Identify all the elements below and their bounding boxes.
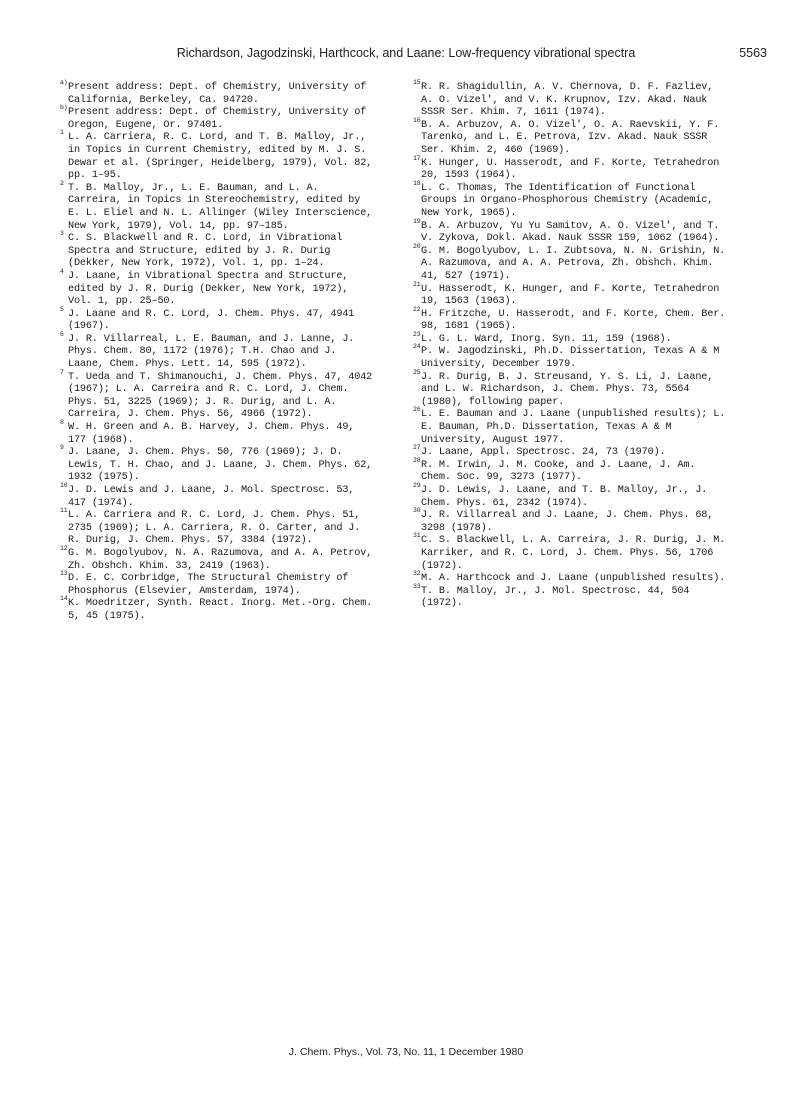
- reference-marker: 10: [60, 482, 68, 489]
- reference-item: [413, 570, 731, 586]
- reference-text: U. Hasserodt, K. Hunger, and F. Korte, Tetrahedron 19, 1563 (1963).: [421, 283, 720, 308]
- reference-item: [413, 444, 731, 460]
- reference-text: K. Hunger, U. Hasserodt, and F. Korte, Tetrahedron 20, 1593 (1964).: [421, 157, 720, 182]
- reference-item: [413, 179, 731, 221]
- reference-item: [413, 482, 731, 510]
- reference-item: [60, 570, 378, 598]
- reference-item: [60, 305, 378, 334]
- reference-item: [413, 456, 731, 485]
- reference-text: L. G. L. Ward, Inorg. Syn. 11, 159 (1968).: [421, 333, 672, 345]
- reference-marker: 3: [60, 230, 64, 238]
- reference-item: [413, 406, 731, 447]
- reference-text: Present address: Dept. of Chemistry, University of Oregon, Eugene, Or. 97401.: [68, 107, 367, 131]
- reference-item: [60, 330, 378, 372]
- reference-item: [60, 104, 378, 132]
- reference-item: [413, 280, 731, 309]
- reference-text: L. E. Bauman and J. Laane (unpublished results); L. E. Bauman, Ph.D. Dissertation, Texas A & M University, August 1977.: [421, 409, 726, 446]
- reference-text: J. Laane, in Vibrational Spectra and Structure, edited by J. R. Durig (Dekker, New York, 1972), Vol. 1, pp. 25–50.: [68, 270, 349, 308]
- reference-item: [60, 230, 378, 271]
- reference-item: [60, 368, 378, 422]
- reference-text: J. R. Villarreal and J. Laane, J. Chem. Phys. 68, 3298 (1978).: [421, 510, 714, 534]
- journal-footer: J. Chem. Phys., Vol. 73, No. 11, 1 December 1980: [288, 1046, 524, 1058]
- reference-marker: 25: [413, 368, 421, 376]
- reference-text: C. S. Blackwell and R. C. Lord, in Vibrational Spectra and Structure, edited by J. R. Durig (Dekker, New York, 1972), Vol. 1, pp. 1–24.: [68, 233, 343, 270]
- reference-item: [60, 544, 378, 573]
- reference-item: [413, 217, 731, 246]
- reference-item: [413, 154, 731, 183]
- reference-item: [413, 532, 731, 573]
- reference-marker: 17: [413, 154, 421, 162]
- reference-marker: 16: [413, 116, 421, 124]
- reference-marker: 4: [60, 267, 64, 275]
- reference-item: [413, 305, 731, 334]
- reference-item: [413, 242, 731, 284]
- reference-text: J. D. Lewis, J. Laane, and T. B. Malloy, Jr., J. Chem. Phys. 61, 2342 (1974).: [421, 485, 708, 509]
- reference-text: Present address: Dept. of Chemistry, University of California, Berkeley, Ca. 94720.: [68, 82, 367, 106]
- reference-text: T. B. Malloy, Jr., J. Mol. Spectrosc. 44, 504 (1972).: [421, 585, 690, 610]
- reference-marker: 19: [413, 217, 421, 225]
- reference-text: L. A. Carriera, R. C. Lord, and T. B. Malloy, Jr., in Topics in Current Chemistry, edited by M. J. S. Dewar et al. (Springer, Heidelberg, 1979), Vol. 82, pp. 1–95.: [68, 132, 373, 182]
- reference-marker: a): [60, 79, 68, 86]
- reference-item: [413, 368, 731, 410]
- reference-item: [60, 179, 378, 233]
- reference-text: J. R. Durig, B. J. Streusand, Y. S. Li, J. Laane, and L. W. Richardson, J. Chem. Phys. 73, 5564 (1980), following paper.: [421, 371, 714, 408]
- reference-marker: 23: [413, 330, 421, 338]
- reference-text: K. Moedritzer, Synth. React. Inorg. Met.-Org. Chem. 5, 45 (1975).: [68, 598, 373, 622]
- reference-marker: 24: [413, 343, 421, 351]
- reference-item: [413, 582, 731, 611]
- reference-item: [60, 507, 378, 548]
- reference-text: J. D. Lewis and J. Laane, J. Mol. Spectrosc. 53, 417 (1974).: [68, 485, 355, 509]
- reference-text: P. W. Jagodzinski, Ph.D. Dissertation, Texas A & M University, December 1979.: [421, 346, 720, 371]
- references-left-column: [60, 79, 378, 624]
- reference-marker: 11: [60, 507, 68, 515]
- reference-marker: 31: [413, 532, 421, 540]
- reference-marker: 27: [413, 444, 421, 452]
- reference-marker: 32: [413, 570, 421, 578]
- reference-text: C. S. Blackwell, L. A. Carreira, J. R. Durig, J. M. Karriker, and R. C. Lord, J. Chem. Phys. 56, 1706 (1972).: [421, 535, 726, 572]
- references-right-column: [413, 79, 731, 611]
- reference-text: G. M. Bogolyubov, L. I. Zubtsova, N. N. Grishin, N. A. Razumova, and A. A. Petrova, Zh. Obshch. Khim. 41, 527 (1971).: [421, 245, 726, 282]
- reference-item: [413, 116, 731, 158]
- reference-item: [60, 267, 378, 309]
- reference-item: [60, 419, 378, 447]
- reference-text: M. A. Harthcock and J. Laane (unpublished results).: [421, 573, 726, 585]
- reference-marker: 29: [413, 482, 421, 489]
- reference-text: G. M. Bogolyubov, N. A. Razumova, and A. A. Petrov, Zh. Obshch. Khim. 33, 2419 (1963).: [68, 547, 373, 572]
- reference-text: L. C. Thomas, The Identification of Functional Groups in Organo-Phosphorous Chemistry (Academic, New York, 1965).: [421, 182, 714, 219]
- reference-text: R. R. Shagidullin, A. V. Chernova, D. F. Fazliev, A. O. Vizel', and V. K. Krupnov, Izv. Akad. Nauk SSSR Ser. Khim. 7, 1611 (1974).: [421, 82, 714, 119]
- reference-text: J. Laane, Appl. Spectrosc. 24, 73 (1970).: [421, 447, 666, 459]
- reference-marker: 28: [413, 456, 421, 464]
- reference-text: R. M. Irwin, J. M. Cooke, and J. Laane, J. Am. Chem. Soc. 99, 3273 (1977).: [421, 459, 696, 484]
- reference-item: [413, 343, 731, 371]
- page-number: 5563: [739, 46, 767, 60]
- reference-marker: 12: [60, 544, 68, 552]
- reference-marker: 14: [60, 595, 68, 603]
- reference-marker: 13: [60, 570, 68, 578]
- reference-item: [60, 79, 378, 107]
- reference-text: T. Ueda and T. Shimanouchi, J. Chem. Phys. 47, 4042 (1967); L. A. Carreira and R. C. Lord, J. Chem. Phys. 51, 3225 (1969); J. R. Durig, and L. A. Carreira, J. Chem. Phys. 56, 4966 (1972).: [68, 371, 373, 421]
- reference-text: B. A. Arbuzov, A. O. Vizel', O. A. Raevskii, Y. F. Tarenko, and L. E. Petrova, Izv. Akad. Nauk SSSR Ser. Khim. 2, 460 (1969).: [421, 119, 720, 156]
- reference-text: J. R. Villarreal, L. E. Bauman, and J. Lanne, J. Phys. Chem. 80, 1172 (1976); T.H. Chao and J. Laane, Chem. Phys. Lett. 14, 595 (1972).: [68, 333, 355, 371]
- reference-text: W. H. Green and A. B. Harvey, J. Chem. Phys. 49, 177 (1968).: [68, 422, 355, 446]
- reference-marker: 21: [413, 280, 421, 288]
- reference-marker: 30: [413, 507, 421, 515]
- reference-text: J. Laane and R. C. Lord, J. Chem. Phys. 47, 4941 (1967).: [68, 308, 355, 333]
- reference-marker: 26: [413, 406, 421, 414]
- reference-marker: 7: [60, 368, 64, 376]
- reference-item: [60, 444, 378, 485]
- reference-text: T. B. Malloy, Jr., L. E. Bauman, and L. A. Carreira, in Topics in Stereochemistry, edited by E. L. Eliel and N. L. Allinger (Wiley Interscience, New York, 1979), Vol. 14, pp. 97–185.: [68, 182, 373, 232]
- reference-marker: 18: [413, 179, 421, 187]
- reference-marker: 1: [60, 129, 64, 137]
- reference-marker: 5: [60, 305, 64, 313]
- reference-marker: 22: [413, 305, 421, 313]
- reference-marker: 15: [413, 79, 421, 86]
- reference-text: L. A. Carriera and R. C. Lord, J. Chem. Phys. 51, 2735 (1969); L. A. Carriera, R. O. Carter, and J. R. Durig, J. Chem. Phys. 57, 3384 (1972).: [68, 510, 361, 547]
- reference-marker: b): [60, 104, 68, 112]
- reference-item: [60, 129, 378, 182]
- reference-text: D. E. C. Corbridge, The Structural Chemistry of Phosphorus (Elsevier, Amsterdam, 1974).: [68, 573, 349, 597]
- reference-text: B. A. Arbuzov, Yu Yu Samitov, A. O. Vizel', and T. V. Zykova, Dokl. Akad. Nauk SSSR 159, 1062 (1964).: [421, 220, 720, 245]
- reference-item: [413, 507, 731, 535]
- reference-item: [60, 595, 378, 623]
- reference-marker: 9: [60, 444, 64, 452]
- reference-marker: 2: [60, 179, 64, 187]
- reference-item: [413, 330, 731, 347]
- reference-marker: 8: [60, 419, 64, 427]
- reference-item: [413, 79, 731, 120]
- reference-item: [60, 482, 378, 510]
- reference-marker: 6: [60, 330, 64, 338]
- running-header: Richardson, Jagodzinski, Harthcock, and Laane: Low-frequency vibrational spectra: [176, 46, 636, 60]
- reference-marker: 20: [413, 242, 421, 250]
- reference-text: J. Laane, J. Chem. Phys. 50, 776 (1969); J. D. Lewis, T. H. Chao, and J. Laane, J. Chem. Phys. 62, 1932 (1975).: [68, 447, 373, 484]
- reference-text: H. Fritzche, U. Hasserodt, and F. Korte, Chem. Ber. 98, 1681 (1965).: [421, 308, 726, 333]
- reference-marker: 33: [413, 582, 421, 590]
